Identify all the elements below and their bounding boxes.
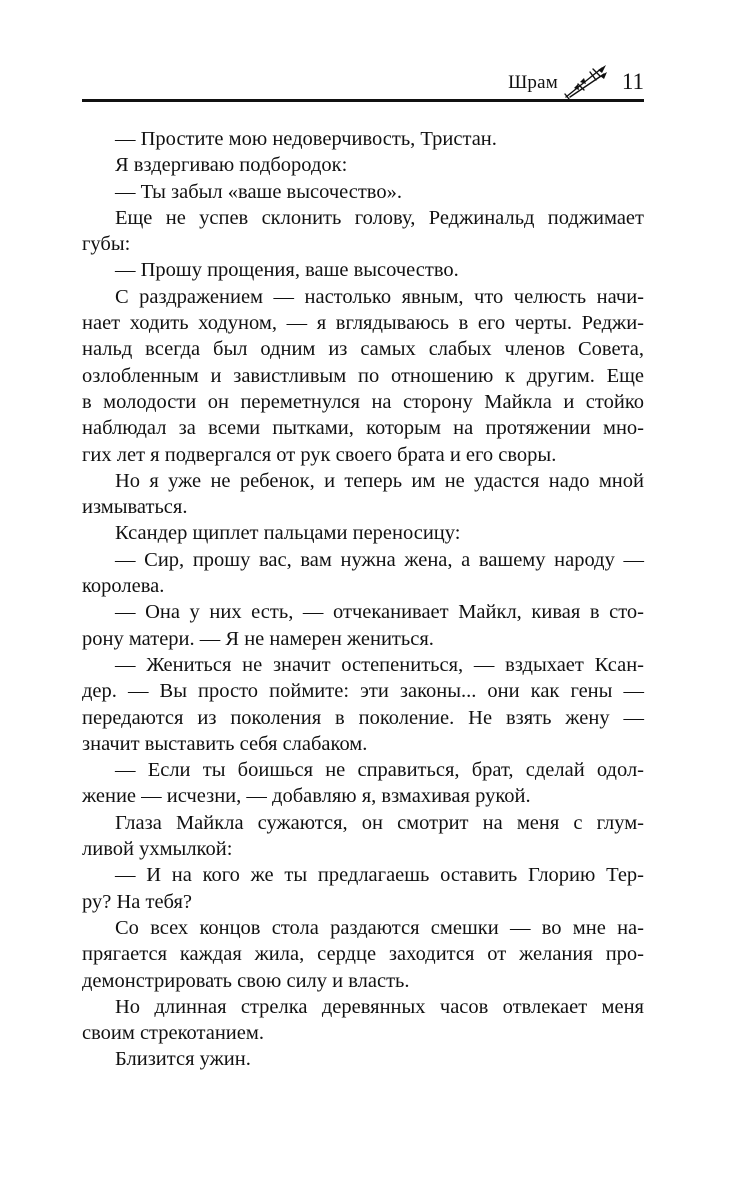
text-line: — Ты забыл «ваше высочество». (115, 180, 402, 203)
text-line: — Прошу прощения, ваше высочество. (115, 259, 459, 282)
text-line: Глаза Майкла сужаются, он смотрит на меня с глум- (115, 811, 644, 834)
text-line: жение — исчезни, — добавляю я, взмахивая рукой. (82, 785, 531, 808)
paragraph (82, 810, 644, 863)
paragraph (82, 994, 644, 1047)
text-line: значит выставить себя слабаком. (82, 732, 368, 755)
text-line: наблюдал за всеми пытками, которым на протяжении мно- (82, 417, 644, 440)
text-line: озлобленным и завистливым по отношению к другим. Еще (82, 364, 644, 387)
paragraph (82, 1046, 644, 1072)
text-line: Ксандер щиплет пальцами переносицу: (115, 522, 461, 545)
text-line: передаются из поколения в поколение. Не взять жену — (82, 706, 644, 729)
paragraph (82, 179, 644, 205)
text-line: Со всех концов стола раздаются смешки — во мне на- (115, 916, 644, 939)
text-line: прягается каждая жила, сердце заходится от желания про- (82, 943, 644, 966)
text-line: гих лет я подвергался от рук своего брата и его своры. (82, 443, 557, 466)
text-line: Близится ужин. (115, 1048, 251, 1071)
text-line: — Она у них есть, — отчеканивает Майкл, кивая в сто- (115, 601, 644, 624)
paragraph (82, 468, 644, 521)
paragraph (82, 547, 644, 600)
body-text (82, 126, 644, 1073)
text-line: королева. (82, 575, 165, 598)
text-line: своим стрекотанием. (82, 1022, 264, 1045)
paragraph (82, 257, 644, 283)
text-line: — Если ты боишься не справиться, брат, сделай одол- (115, 759, 644, 782)
text-line: Но я уже не ребенок, и теперь им не удастся надо мной (115, 469, 644, 492)
page-number: 11 (621, 69, 644, 94)
paragraph (82, 205, 644, 258)
paragraph (82, 862, 644, 915)
paragraph (82, 152, 644, 178)
text-line: — Сир, прошу вас, вам нужна жена, а вашему народу — (115, 548, 644, 571)
text-line: ливой ухмылкой: (82, 838, 233, 861)
text-line: демонстрировать свою силу и власть. (82, 969, 410, 992)
paragraph (82, 284, 644, 468)
crossed-swords-icon (562, 64, 608, 100)
paragraph (82, 520, 644, 546)
text-line: Я вздергиваю подбородок: (115, 154, 348, 177)
page-header (82, 62, 644, 102)
text-line: нает ходить ходуном, — я вглядываюсь в его черты. Реджи- (82, 312, 644, 335)
text-line: С раздражением — настолько явным, что челюсть начи- (115, 285, 644, 308)
paragraph (82, 915, 644, 994)
paragraph (82, 652, 644, 757)
text-line: — Жениться не значит остепениться, — вздыхает Ксан- (115, 653, 644, 676)
text-line: рону матери. — Я не намерен жениться. (82, 627, 434, 650)
paragraph (82, 126, 644, 152)
text-line: — И на кого же ты предлагаешь оставить Глорию Тер- (115, 864, 644, 887)
text-line: измываться. (82, 496, 188, 519)
header-rule (82, 99, 644, 102)
paragraph (82, 599, 644, 652)
text-line: губы: (82, 233, 131, 256)
text-line: Но длинная стрелка деревянных часов отвлекает меня (115, 995, 644, 1018)
text-line: ру? На тебя? (82, 890, 192, 913)
text-line: в молодости он переметнулся на сторону Майкла и стойко (82, 390, 644, 413)
running-title: Шрам (508, 72, 558, 93)
text-line: дер. — Вы просто поймите: эти законы... они как гены — (82, 680, 644, 703)
text-line: нальд всегда был одним из самых слабых членов Совета, (82, 338, 644, 361)
paragraph (82, 757, 644, 810)
text-line: — Простите мою недоверчивость, Тристан. (115, 128, 497, 150)
text-line: Еще не успев склонить голову, Реджинальд поджимает (115, 206, 644, 229)
